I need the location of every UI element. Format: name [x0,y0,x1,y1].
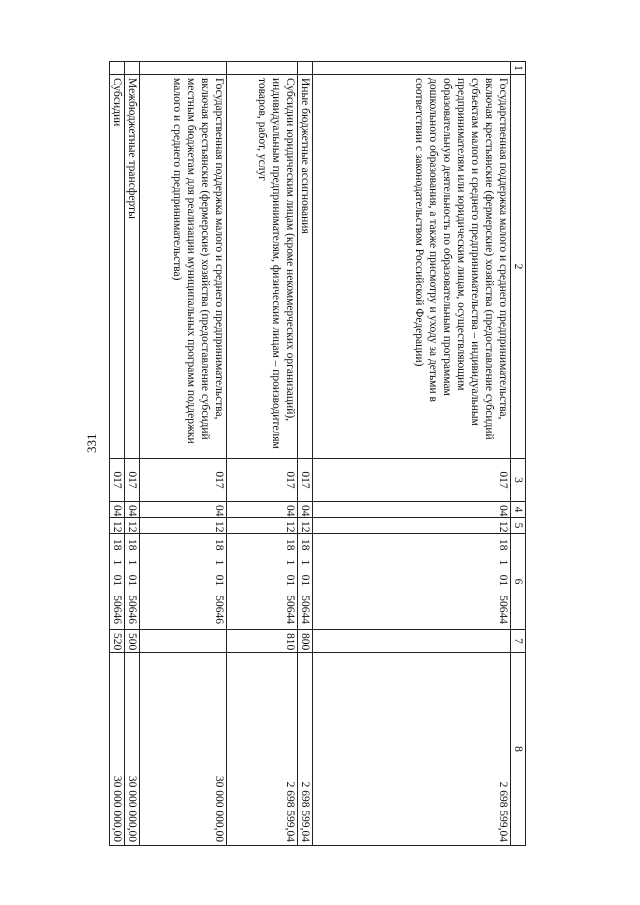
table-row [125,62,140,846]
table-row [110,62,125,846]
code-part: 1 [299,559,312,566]
row-code-4: 04 [125,502,140,518]
row-code-7 [140,630,227,653]
row-amount: 30 000 000,00 [125,653,140,846]
row-target-code [297,534,312,630]
row-amount: 2 698 599,04 [313,653,511,846]
row-code-5: 12 [110,518,125,534]
row-amount: 30 000 000,00 [140,653,227,846]
code-part: 50646 [126,595,139,624]
row-cell-col1 [227,62,298,75]
code-part: 50646 [111,595,124,624]
table-header-row [511,62,526,846]
header-col-1: 1 [511,62,526,75]
page-number: 331 [84,433,99,453]
row-cell-col1 [110,62,125,75]
table-row [140,62,227,846]
row-amount: 30 000 000,00 [110,653,125,846]
row-code-5: 12 [227,518,298,534]
code-part: 1 [126,559,139,566]
code-part: 1 [111,559,124,566]
code-part: 50644 [283,595,296,624]
row-code-7: 800 [297,630,312,653]
row-target-code [313,534,511,630]
code-part: 1 [497,559,509,566]
table-row [297,62,312,846]
row-code-3: 017 [140,459,227,502]
header-col-3: 3 [511,459,526,502]
row-description: Государственная поддержка малого и среднего предпринимательства, включая крестьянские (фермерские) хозяйства (предоставление субсидий субъектам малого и среднего предпринимательства – индивидуальным предпринимателям или юридическим лицам, осуществляющим образовательную деятельность по образовательным программам дошкольного образования, а также присмотру и уходу за детьми в соответствии с законодательством Российской Федерации) [313,75,511,459]
code-part: 18 [497,539,509,551]
code-part: 18 [213,539,226,551]
row-code-3: 017 [313,459,511,502]
row-description: Государственная поддержка малого и среднего предпринимательства, включая крестьянские (фермерские) хозяйства (предоставление субсидий местным бюджетам для реализации муниципальных программ поддержки малого и среднего предпринимательства) [140,75,227,459]
header-col-8: 8 [511,653,526,846]
row-description: Иные бюджетные ассигнования [297,75,312,459]
row-code-5: 12 [313,518,511,534]
budget-table [109,61,526,846]
code-part: 18 [126,539,139,551]
header-col-5: 5 [511,518,526,534]
row-code-3: 017 [227,459,298,502]
row-cell-col1 [313,62,511,75]
row-code-7: 500 [125,630,140,653]
code-part: 18 [299,539,312,551]
row-code-3: 017 [297,459,312,502]
row-code-4: 04 [297,502,312,518]
row-amount: 2 698 599,04 [227,653,298,846]
row-code-4: 04 [227,502,298,518]
code-part: 01 [126,574,139,587]
row-cell-col1 [125,62,140,75]
row-code-7 [313,630,511,653]
code-part: 18 [283,539,296,551]
row-description: Субсидии [110,75,125,459]
budget-table-sheet [109,61,526,845]
code-part: 50644 [497,595,509,624]
row-code-5: 12 [297,518,312,534]
code-part: 1 [283,559,296,566]
code-part: 01 [283,574,296,587]
row-description: Межбюджетные трансферты [125,75,140,459]
code-part: 01 [497,574,509,587]
code-part: 50646 [213,595,226,624]
row-code-5: 12 [125,518,140,534]
row-target-code [140,534,227,630]
row-code-3: 017 [110,459,125,502]
row-cell-col1 [297,62,312,75]
row-code-4: 04 [110,502,125,518]
table-row [313,62,511,846]
header-col-2: 2 [511,75,526,459]
header-col-7: 7 [511,630,526,653]
row-code-3: 017 [125,459,140,502]
row-code-4: 04 [140,502,227,518]
code-part: 01 [111,574,124,587]
header-col-4: 4 [511,502,526,518]
row-code-5: 12 [140,518,227,534]
code-part: 50644 [299,595,312,624]
row-target-code [125,534,140,630]
row-code-7: 520 [110,630,125,653]
row-code-7: 810 [227,630,298,653]
code-part: 18 [111,539,124,551]
row-amount: 2 698 599,04 [297,653,312,846]
header-col-6: 6 [511,534,526,630]
table-row [227,62,298,846]
row-cell-col1 [140,62,227,75]
code-part: 1 [213,559,226,566]
code-part: 01 [299,574,312,587]
row-description: Субсидии юридическим лицам (кроме некоммерческих организаций), индивидуальным предпринимателям, физическим лицам – производителям товаров, работ, услуг [227,75,298,459]
row-target-code [227,534,298,630]
code-part: 01 [213,574,226,587]
row-code-4: 04 [313,502,511,518]
row-target-code [110,534,125,630]
